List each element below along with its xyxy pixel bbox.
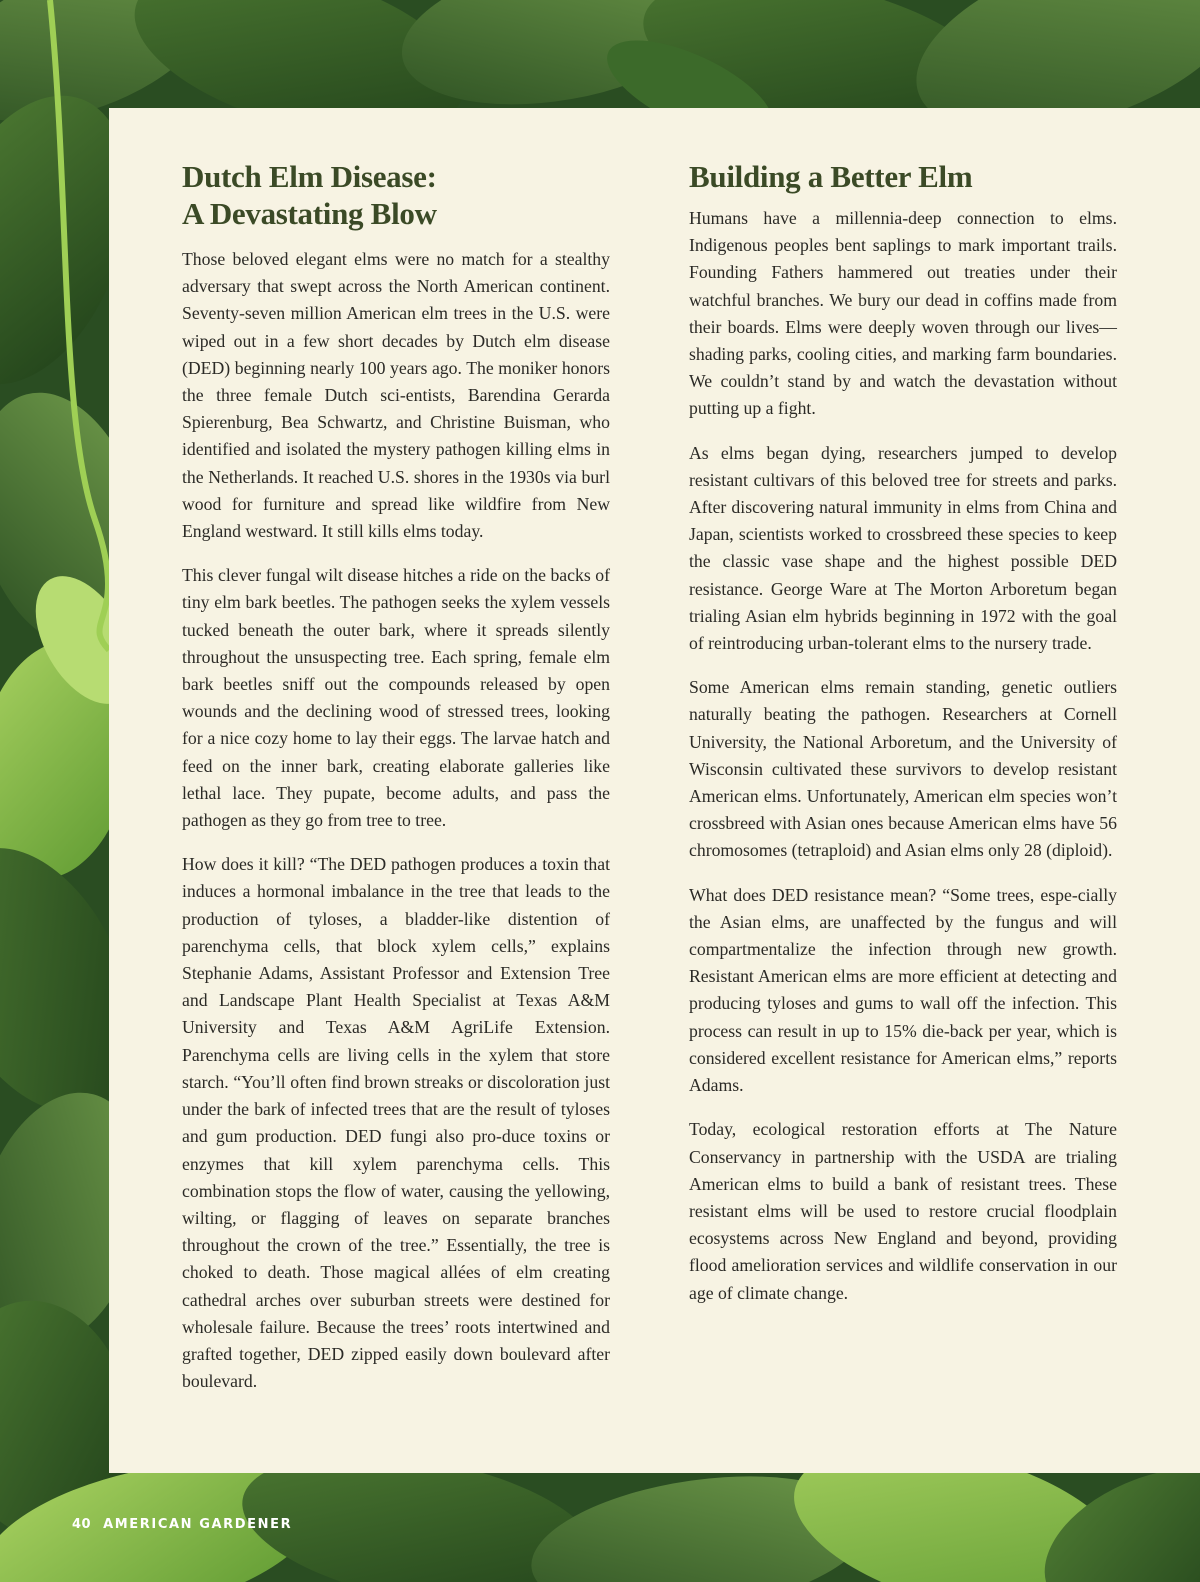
body-paragraph: How does it kill? “The DED pathogen produces a toxin that induces a hormonal imbalance in the tree that leads to the production of tyloses, a bladder-like distention of parenchyma cells, that block xylem cells,” explains Stephanie Adams, Assistant Professor and Extension Tree and Landscape Plant Health Specialist at Texas A&M University and Texas A&M AgriLife Extension. Parenchyma cells are living cells in the xylem that store starch. “You’ll often find brown streaks or discoloration just under the bark of infected trees that are the result of tyloses and gum production. DED fungi also pro-duce toxins or enzymes that kill xylem parenchyma cells. This combination stops the flow of water, causing the yellowing, wilting, or flagging of leaves on separate branches throughout the crown of the tree.” Essentially, the tree is choked to death. Those magical allées of elm creating cathedral arches over suburban streets were destined for wholesale failure. Because the trees’ roots intertwined and grafted together, DED zipped easily down boulevard after boulevard. [182,854,610,1392]
body-paragraph: What does DED resistance mean? “Some trees, espe-cially the Asian elms, are unaffected by the fungus and will compartmentalize the infection through new growth. Resistant American elms are more efficient at detecting and producing tyloses and gums to wall off the infection. This process can result in up to 15% die-back per year, which is considered excellent resistance for American elms,” reports Adams. [689,884,1117,1096]
section-heading-dutch-elm-disease [182,158,610,232]
page-number: 40 [72,1517,92,1532]
body-paragraph: This clever fungal wilt disease hitches a ride on the backs of tiny elm bark beetles. The pathogen seeks the xylem vessels tucked beneath the outer bark, where it spreads silently throughout the unsuspecting tree. Each spring, female elm bark beetles sniff out the compounds released by open wounds and the declining wood of stressed trees, looking for a nice cozy home to lay their eggs. The larvae hatch and feed on the inner bark, creating elaborate galleries like lethal lace. They pupate, become adults, and pass the pathogen as they go from tree to tree. [182,565,610,831]
body-paragraph: Humans have a millennia-deep connection to elms. Indigenous peoples bent saplings to mark important trails. Founding Fathers hammered out treaties under their watchful branches. We bury our dead in coffins made from their boards. Elms were deeply woven through our lives—shading parks, cooling cities, and marking farm boundaries. We couldn’t stand by and watch the devastation without putting up a fight. [689,208,1117,419]
heading-line: Dutch Elm Disease: [182,159,437,194]
section-heading-building-a-better-elm: Building a Better Elm [689,159,973,194]
right-column [689,158,1117,1324]
left-column [182,158,610,1412]
body-paragraph: Those beloved elegant elms were no match for a stealthy adversary that swept across the North American continent. Seventy-seven million American elm trees in the U.S. were wiped out in a few short decades by Dutch elm disease (DED) beginning nearly 100 years ago. The moniker honors the three female Dutch sci-entists, Barendina Gerarda Spierenburg, Bea Schwartz, and Christine Buisman, who identified and isolated the mystery pathogen killing elms in the Netherlands. It reached U.S. shores in the 1930s via burl wood for furniture and spread like wildfire from New England westward. It still kills elms today. [182,249,610,542]
heading-line: A Devastating Blow [182,196,437,231]
body-paragraph: As elms began dying, researchers jumped to develop resistant cultivars of this beloved tree for streets and parks. After discovering natural immunity in elms from China and Japan, scientists worked to crossbreed these species to keep the classic vase shape and the highest possible DED resistance. George Ware at The Morton Arboretum began trialing Asian elm hybrids beginning in 1972 with the goal of reintroducing urban-tolerant elms to the nursery trade. [689,442,1117,654]
publication-name: AMERICAN GARDENER [103,1517,293,1532]
page-footer [72,1517,292,1532]
body-paragraph: Some American elms remain standing, genetic outliers naturally beating the pathogen. Researchers at Cornell University, the National Arboretum, and the University of Wisconsin cultivated these survivors to develop resistant American elms. Unfortunately, American elm species won’t crossbreed with Asian ones because American elms have 56 chromosomes (tetraploid) and Asian elms only 28 (diploid). [689,677,1117,861]
body-paragraph: Today, ecological restoration efforts at The Nature Conservancy in partnership with the USDA are trialing American elms to build a bank of resistant trees. These resistant elms will be used to restore crucial floodplain ecosystems across New England and beyond, providing flood amelioration services and wildlife conservation in our age of climate change. [689,1119,1117,1303]
